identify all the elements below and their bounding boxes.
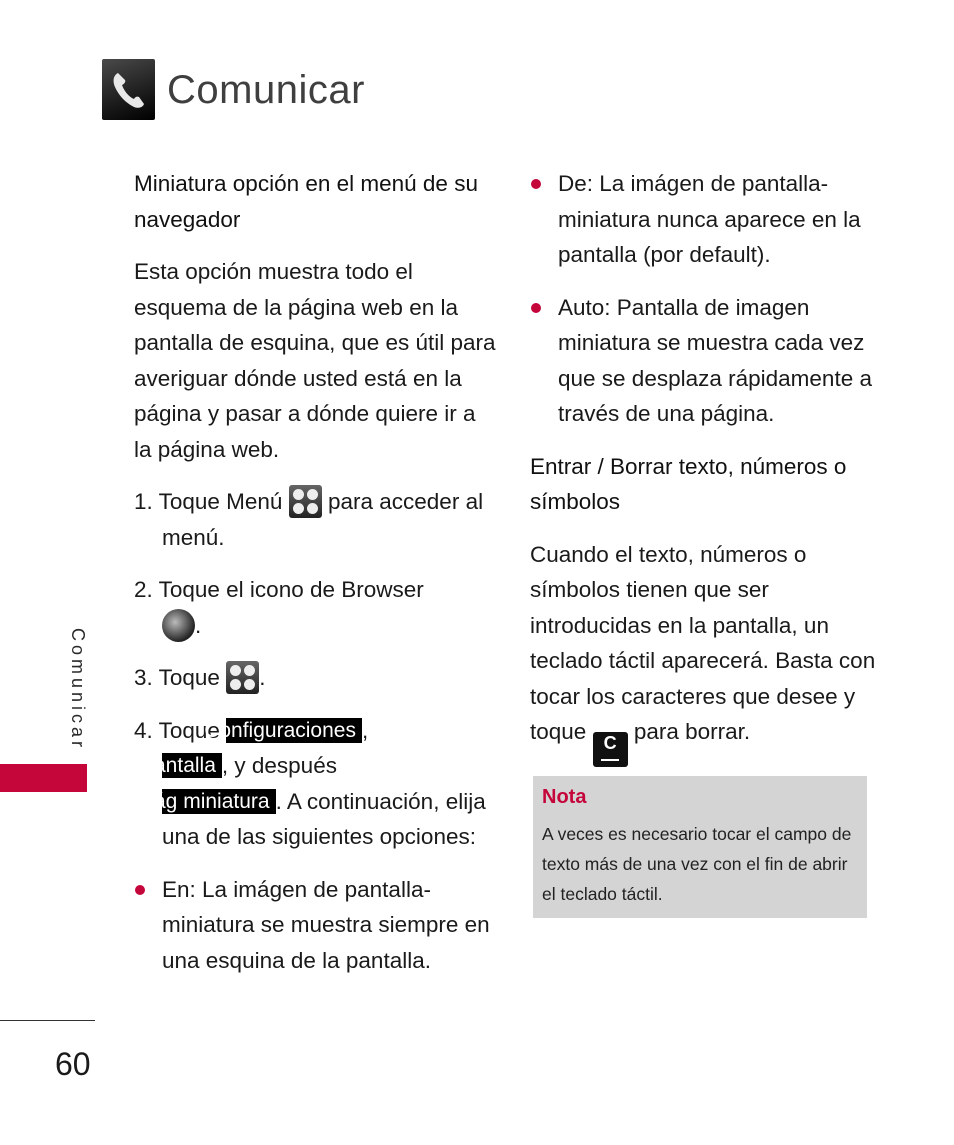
step-4-text: 4. Toque [134,717,220,743]
option-en-text: : La imágen de pantalla-miniatura se muestra siempre en una esquina de la pantalla. [162,876,490,973]
browser-icon [162,609,195,642]
step-2 [134,572,496,643]
option-auto-text: : Pantalla de imagen miniatura se muestra cada vez que se desplaza rápidamente a través de una página. [558,294,872,426]
step-3-period: . [259,665,266,690]
pantalla-softkey: Pantalla [162,753,222,778]
clear-key-icon: C [593,732,628,767]
configuraciones-softkey: Configuraciones [226,718,362,743]
step-3-text: 3. Toque [134,665,220,690]
menu-icon [289,485,322,518]
note-text: A veces es necesario tocar el campo de texto más de una vez con el fin de abrir el teclado táctil. [542,824,852,904]
option-en [134,872,496,979]
intro-paragraph: Esta opción muestra todo el esquema de la página web en la pantalla de esquina, que es útil para averiguar dónde usted está en la página y pasar a dónde quiere ir a la página web. [134,259,496,462]
step-4 [134,713,496,855]
menu-grid-icon [226,661,259,694]
entry-text: Cuando el texto, números o símbolos tienen que ser introducidas en la pantalla, un teclado táctil aparecerá. Basta con tocar los caracteres que desee y toque [530,541,876,744]
bullet-dot [531,303,541,313]
pag-miniatura-softkey: Pág miniatura [162,789,276,814]
step-4-text-cont: , y después [221,753,337,778]
step-1-text-cont: para acceder al menú. [162,489,484,550]
side-section-label: Comunicar [68,628,88,752]
section-subheading: Entrar / Borrar texto, números o símbolos [530,453,847,514]
option-auto [530,290,880,432]
option-de-text: : La imágen de pantalla-miniatura nunca aparece en la pantalla (por default). [558,171,861,267]
bullet-dot [531,179,541,189]
note-title: Nota [542,786,587,808]
option-de-label: De [558,171,587,196]
page-number: 60 [55,1046,91,1082]
option-auto-label: Auto [558,294,605,320]
step-2-period: . [195,612,202,638]
bullet-dot [135,885,145,895]
step-1 [134,484,496,555]
step-2-text: 2. Toque el icono de Browser [134,577,424,602]
step-1-text: 1. Toque Menú [134,489,283,514]
step-3 [134,660,496,696]
side-section-tab [0,764,87,792]
right-column [530,166,880,767]
comma: , [361,717,369,743]
entry-paragraph [530,537,880,768]
section-subheading: Miniatura opción en el menú de su navegador [134,171,478,232]
page-title: Comunicar [167,68,365,112]
entry-text-end: para borrar. [633,719,751,744]
note-box [533,776,867,918]
option-en-label: En [162,876,190,902]
option-de [530,166,880,273]
phone-icon [102,59,155,120]
footer-divider [0,1020,95,1021]
step-4-text-end: . A continuación, elija una de las siguientes opciones: [162,788,486,849]
left-column [134,166,496,978]
